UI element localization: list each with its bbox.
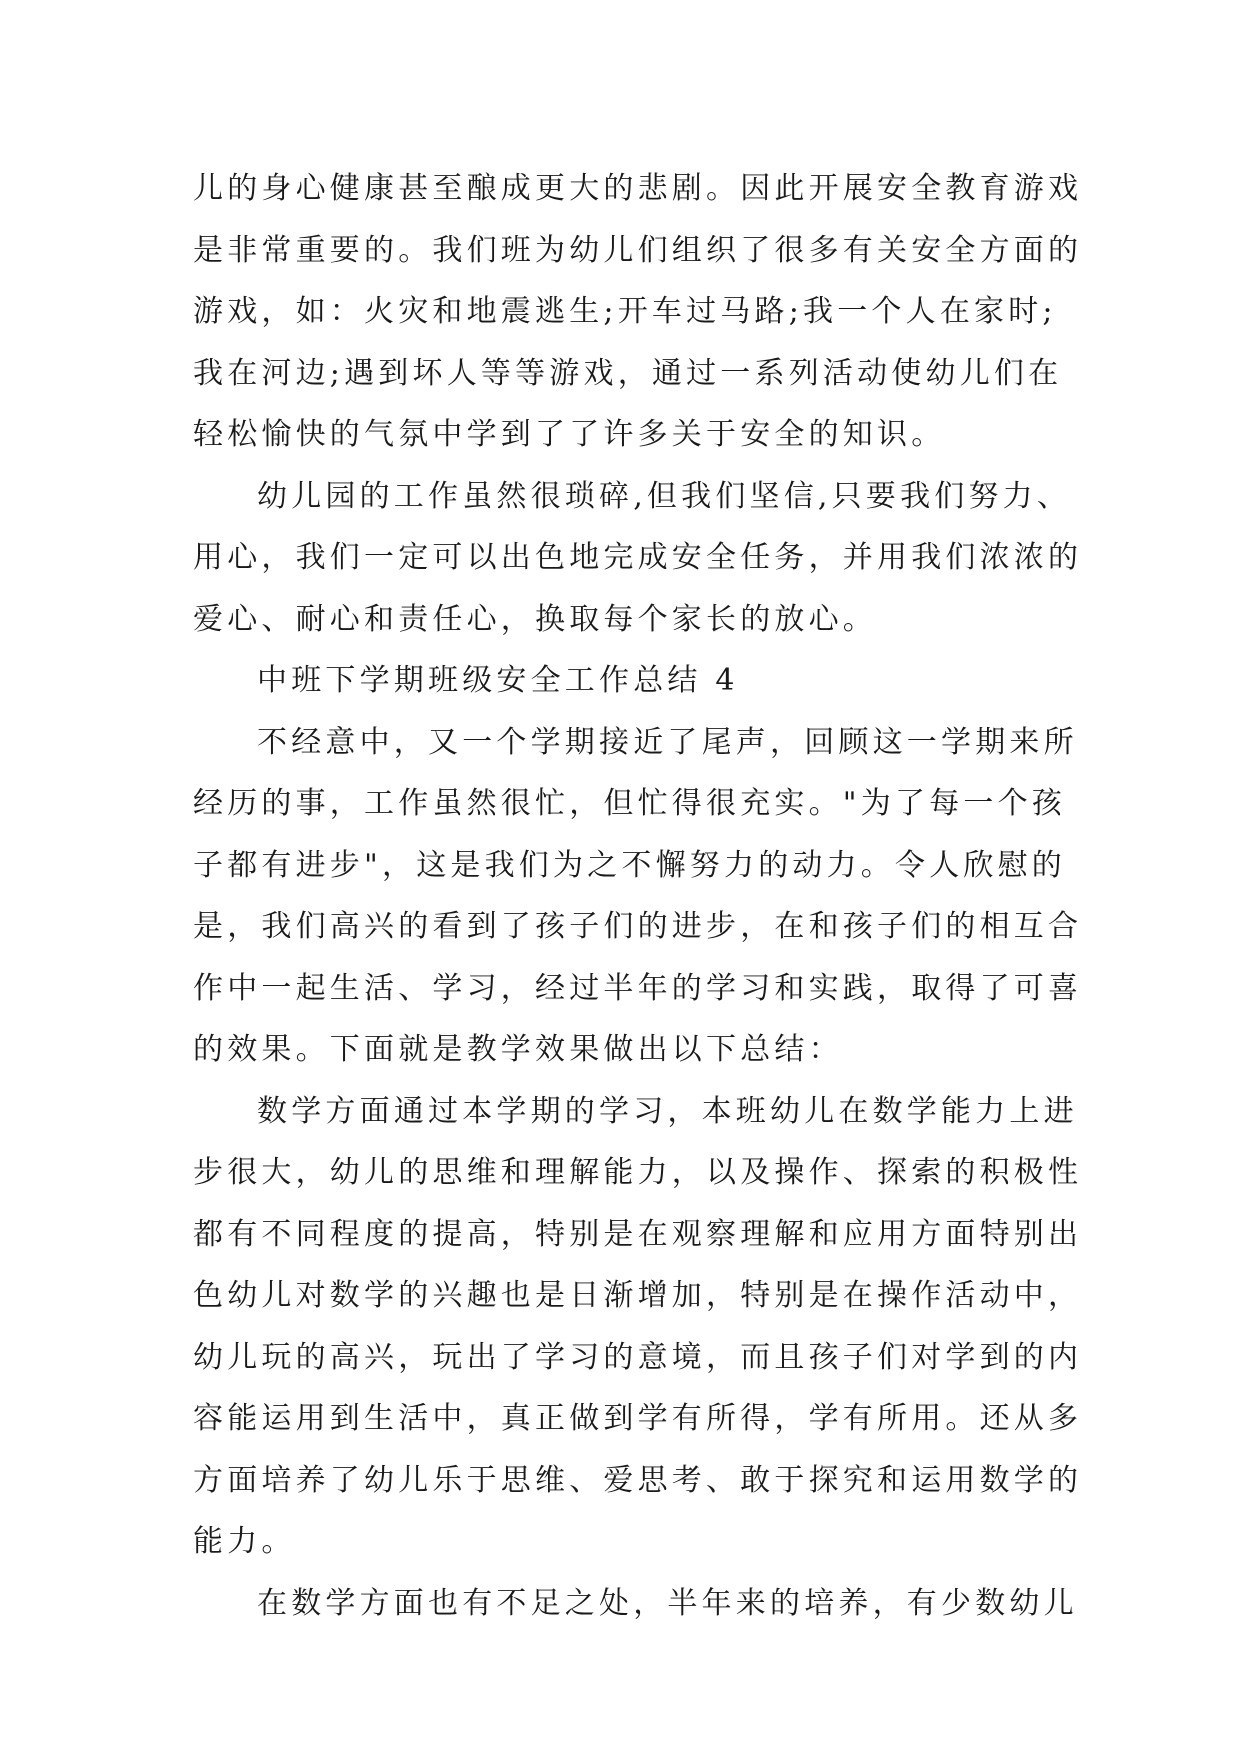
text-line: 能力。 <box>193 1524 296 1559</box>
text-line: 轻松愉快的气氛中学到了了许多关于安全的知识。 <box>193 417 946 452</box>
text-line: 作中一起生活、学习，经过半年的学习和实践，取得了可喜 <box>193 970 1083 1006</box>
text-line: 爱心、耐心和责任心，换取每个家长的放心。 <box>193 601 877 637</box>
text-line: 儿的身心健康甚至酿成更大的悲剧。因此开展安全教育游戏 <box>193 171 1083 206</box>
text-line: 步很大，幼儿的思维和理解能力，以及操作、探索的积极性 <box>193 1155 1083 1190</box>
section-heading: 中班下学期班级安全工作总结 4 <box>257 663 739 698</box>
text-line: 色幼儿对数学的兴趣也是日渐增加，特别是在操作活动中， <box>193 1278 1083 1313</box>
text-line: 的效果。下面就是教学效果做出以下总结： <box>193 1032 843 1067</box>
text-line: 不经意中，又一个学期接近了尾声，回顾这一学期来所 <box>257 724 1078 760</box>
text-line: 用心，我们一定可以出色地完成安全任务，并用我们浓浓的 <box>193 540 1083 575</box>
text-line: 子都有进步"，这是我们为之不懈努力的动力。令人欣慰的 <box>193 847 1066 883</box>
text-line: 是非常重要的。我们班为幼儿们组织了很多有关安全方面的 <box>193 232 1083 268</box>
text-line: 数学方面通过本学期的学习，本班幼儿在数学能力上进 <box>257 1093 1078 1129</box>
text-line: 幼儿园的工作虽然很琐碎,但我们坚信,只要我们努力、 <box>257 478 1072 514</box>
text-line: 经历的事，工作虽然很忙，但忙得很充实。"为了每一个孩 <box>193 786 1066 821</box>
document-page <box>193 158 1083 1634</box>
text-line: 游戏，如：火灾和地震逃生;开车过马路;我一个人在家时; <box>193 294 1057 329</box>
text-line: 容能运用到生活中，真正做到学有所得，学有所用。还从多 <box>193 1401 1083 1436</box>
text-line: 是，我们高兴的看到了孩子们的进步，在和孩子们的相互合 <box>193 909 1083 944</box>
text-line: 幼儿玩的高兴，玩出了学习的意境，而且孩子们对学到的内 <box>193 1339 1083 1375</box>
text-line: 在数学方面也有不足之处，半年来的培养，有少数幼儿 <box>257 1585 1078 1621</box>
text-line: 我在河边;遇到坏人等等游戏，通过一系列活动使幼儿们在 <box>193 355 1063 391</box>
text-line: 都有不同程度的提高，特别是在观察理解和应用方面特别出 <box>193 1216 1083 1252</box>
text-line: 方面培养了幼儿乐于思维、爱思考、敢于探究和运用数学的 <box>193 1462 1083 1498</box>
